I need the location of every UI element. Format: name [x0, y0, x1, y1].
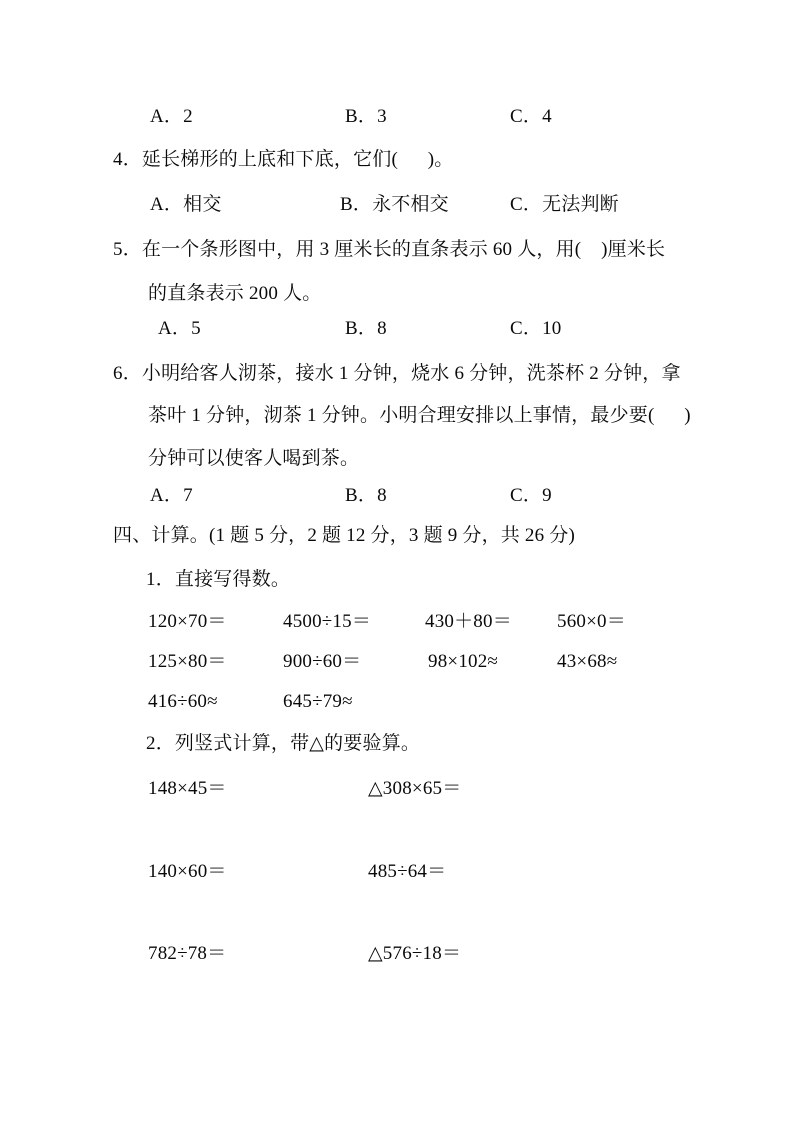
question6-option-b: B．8	[345, 485, 387, 506]
vertical-calc-row3-expr2: △576÷18＝	[368, 943, 462, 964]
question5-option-c: C．10	[510, 318, 562, 339]
calc-row1-expr1: 120×70＝	[148, 611, 227, 632]
calc-row3-expr2: 645÷79≈	[283, 691, 353, 712]
question5-line1: 5．在一个条形图中，用 3 厘米长的直条表示 60 人，用( )厘米长	[113, 239, 666, 260]
question3-option-a: A．2	[150, 106, 193, 127]
question5-option-b: B．8	[345, 318, 387, 339]
section4-sub1-title: 1．直接写得数。	[146, 569, 291, 590]
question5-line2: 的直条表示 200 人。	[148, 283, 322, 304]
calc-row2-expr3: 98×102≈	[428, 651, 499, 672]
calc-row3-expr1: 416÷60≈	[148, 691, 218, 712]
question5-option-a: A．5	[158, 318, 201, 339]
question3-option-c: C．4	[510, 106, 552, 127]
calc-row1-expr2: 4500÷15＝	[283, 611, 372, 632]
section4-sub2-title: 2．列竖式计算，带△的要验算。	[146, 733, 421, 754]
calc-row1-expr4: 560×0＝	[557, 611, 626, 632]
question4-option-a: A．相交	[150, 194, 222, 215]
vertical-calc-row3-expr1: 782÷78＝	[148, 943, 227, 964]
question4-option-c: C．无法判断	[510, 194, 619, 215]
vertical-calc-row2-expr1: 140×60＝	[148, 861, 227, 882]
question4-text: 4．延长梯形的上底和下底，它们( )。	[113, 149, 454, 170]
calc-row2-expr4: 43×68≈	[557, 651, 618, 672]
question6-line2: 茶叶 1 分钟，沏茶 1 分钟。小明合理安排以上事情，最少要( )	[148, 405, 691, 426]
calc-row2-expr1: 125×80＝	[148, 651, 227, 672]
question6-line1: 6．小明给客人沏茶，接水 1 分钟，烧水 6 分钟，洗茶杯 2 分钟，拿	[113, 363, 681, 384]
question6-line3: 分钟可以使客人喝到茶。	[148, 448, 360, 469]
question4-option-b: B．永不相交	[340, 194, 449, 215]
vertical-calc-row2-expr2: 485÷64＝	[368, 861, 447, 882]
calc-row2-expr2: 900÷60＝	[283, 651, 362, 672]
vertical-calc-row1-expr2: △308×65＝	[368, 778, 462, 799]
question3-option-b: B．3	[345, 106, 387, 127]
calc-row1-expr3: 430＋80＝	[425, 611, 512, 632]
question6-option-a: A．7	[150, 485, 193, 506]
question6-option-c: C．9	[510, 485, 552, 506]
vertical-calc-row1-expr1: 148×45＝	[148, 778, 227, 799]
section4-heading: 四、计算。(1 题 5 分，2 题 12 分，3 题 9 分，共 26 分)	[113, 525, 576, 546]
